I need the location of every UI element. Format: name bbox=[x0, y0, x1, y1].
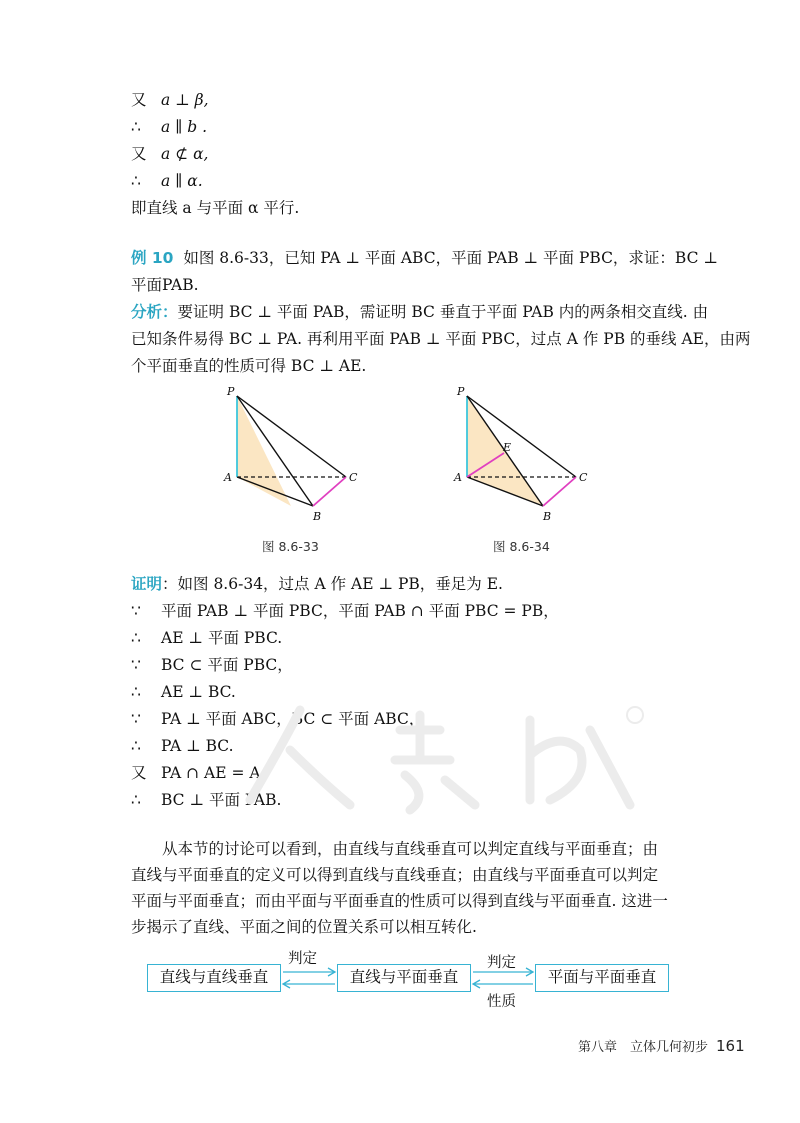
reason-line: 又 a ⊥ β, bbox=[131, 91, 209, 109]
example-label: 例 10 bbox=[131, 249, 174, 267]
proof-step: ∴ BC ⊥ 平面 PAB. bbox=[131, 791, 282, 809]
flow-box-line-line: 直线与直线垂直 bbox=[147, 964, 281, 992]
page-number: 161 bbox=[716, 1037, 745, 1055]
proof-step: ∵ 平面 PAB ⊥ 平面 PBC，平面 PAB ∩ 平面 PBC = PB， bbox=[131, 602, 559, 620]
example-text-cont: 平面PAB. bbox=[131, 276, 199, 294]
summary-paragraph: 从本节的讨论可以看到，由直线与直线垂直可以判定直线与平面垂直；由直线与平面垂直的定义可以得到直线与直线垂直；由直线与平面垂直可以判定平面与平面垂直；而由平面与平面垂直的性质可以得到直线与平面垂直. 这进一步揭示了直线、平面之间的位置关系可以相互转化. bbox=[131, 840, 668, 936]
conclusion-text: 即直线 a 与平面 α 平行. bbox=[131, 199, 300, 217]
proof-step: ∴ PA ⊥ BC. bbox=[131, 737, 234, 755]
flow-label-property: 性质 bbox=[487, 994, 516, 1010]
chapter-title: 第八章 立体几何初步 bbox=[578, 1040, 709, 1055]
analysis-line: 个平面垂直的性质可得 BC ⊥ AE. bbox=[131, 357, 367, 375]
vertex-label-a: A bbox=[454, 471, 462, 484]
reason-line: ∴ a ∥ α. bbox=[131, 172, 203, 190]
shaded-triangle-pab bbox=[237, 396, 291, 506]
proof-step: ∵ BC ⊂ 平面 PBC， bbox=[131, 656, 293, 674]
reason-line: 又 a ⊄ α, bbox=[131, 145, 209, 163]
proof-step: 又 PA ∩ AE = A， bbox=[131, 764, 277, 782]
flow-box-plane-plane: 平面与平面垂直 bbox=[535, 964, 669, 992]
vertex-label-b: B bbox=[313, 510, 322, 523]
vertex-label-p: P bbox=[457, 385, 465, 398]
vertex-label-b: B bbox=[543, 510, 552, 523]
example-heading: 例 10 如图 8.6-33，已知 PA ⊥ 平面 ABC，平面 PAB ⊥ 平面 PBC，求证：BC ⊥ bbox=[131, 249, 718, 267]
vertex-label-p: P bbox=[227, 385, 235, 398]
figure-caption: 图 8.6-33 bbox=[262, 539, 319, 554]
vertex-label-c: C bbox=[349, 471, 358, 484]
figure-caption: 图 8.6-34 bbox=[493, 539, 550, 554]
proof-step: ∴ AE ⊥ 平面 PBC. bbox=[131, 629, 283, 647]
reason-line: ∴ a ∥ b . bbox=[131, 118, 208, 136]
flow-label-judge: 判定 bbox=[487, 955, 516, 971]
proof-intro: 证明：如图 8.6-34，过点 A 作 AE ⊥ PB，垂足为 E. bbox=[131, 575, 503, 593]
publisher-watermark bbox=[230, 700, 650, 820]
flow-box-line-plane: 直线与平面垂直 bbox=[337, 964, 471, 992]
edge-bc bbox=[313, 477, 346, 506]
vertex-label-c: C bbox=[579, 471, 588, 484]
figure-8-6-34 bbox=[445, 380, 595, 525]
proof-step: ∴ AE ⊥ BC. bbox=[131, 683, 236, 701]
flow-label-judge: 判定 bbox=[288, 951, 317, 967]
proof-step: ∵ PA ⊥ 平面 ABC，BC ⊂ 平面 ABC， bbox=[131, 710, 425, 728]
proof-label: 证明 bbox=[131, 575, 163, 593]
vertex-label-e: E bbox=[503, 441, 512, 454]
analysis-line: 分析：要证明 BC ⊥ 平面 PAB，需证明 BC 垂直于平面 PAB 内的两条相交直线. 由 bbox=[131, 303, 709, 321]
figure-8-6-33 bbox=[215, 380, 365, 525]
edge-bc bbox=[543, 477, 576, 506]
analysis-line: 已知条件易得 BC ⊥ PA. 再利用平面 PAB ⊥ 平面 PBC，过点 A 作 PB 的垂线 AE，由两 bbox=[131, 330, 751, 348]
analysis-label: 分析： bbox=[131, 303, 178, 321]
vertex-label-a: A bbox=[224, 471, 232, 484]
page-footer bbox=[578, 1036, 745, 1055]
